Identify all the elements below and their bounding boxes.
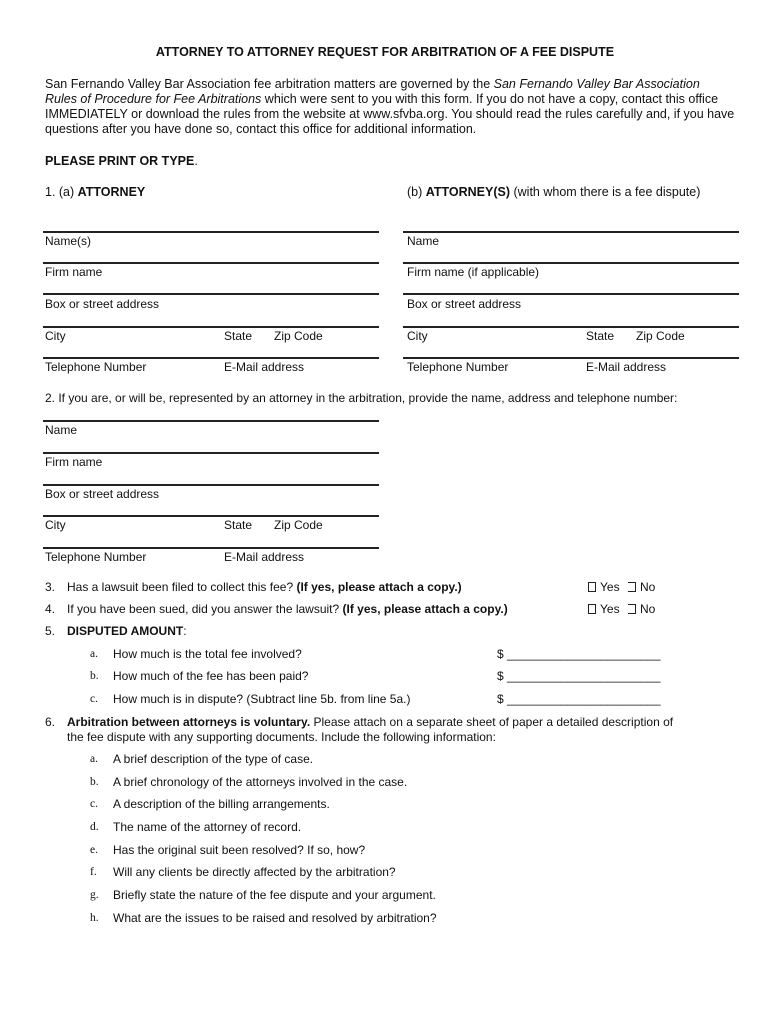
section5-item-c-text: How much is in dispute? (Subtract line 5b. from line 5a.) <box>113 692 411 706</box>
section6-item-c-text: A description of the billing arrangements. <box>113 797 330 811</box>
label-1a-name: Name(s) <box>45 234 92 248</box>
section3-no-label: No <box>640 580 656 594</box>
section5-item-a-amount-field[interactable]: $ _______________________ <box>497 647 661 661</box>
intro-paragraph <box>45 77 735 137</box>
section6-item-e-text: Has the original suit been resolved? If so, how? <box>113 843 366 857</box>
section6-item-a-letter: a. <box>90 753 98 765</box>
section6-item-b-letter: b. <box>90 776 99 788</box>
section6-item-d-text: The name of the attorney of record. <box>113 820 302 834</box>
form-title: ATTORNEY TO ATTORNEY REQUEST FOR ARBITRATION OF A FEE DISPUTE <box>155 45 615 59</box>
section5-item-a-letter: a. <box>90 648 98 660</box>
section6-item-f-text: Will any clients be directly affected by the arbitration? <box>113 865 396 879</box>
section3-attach-note: (If yes, please attach a copy.) <box>296 580 462 594</box>
section1b-prefix: (b) <box>407 185 426 199</box>
section4-no-label: No <box>640 602 656 616</box>
label-1b-phone: Telephone Number <box>407 360 509 374</box>
section4-text: If you have been sued, did you answer the lawsuit? <box>67 602 343 616</box>
field-line-2-city[interactable] <box>43 515 379 517</box>
section5-heading <box>67 624 187 638</box>
label-1a-address: Box or street address <box>45 297 160 311</box>
print-notice-period: . <box>194 154 198 168</box>
section6-item-h-text: What are the issues to be raised and resolved by arbitration? <box>113 911 437 925</box>
field-line-2-firm[interactable] <box>43 452 379 454</box>
field-line-1a-phone[interactable] <box>43 357 379 359</box>
section4-number: 4. <box>45 602 56 616</box>
section6-item-g-text: Briefly state the nature of the fee dispute and your argument. <box>113 888 436 902</box>
section5-item-c-amount-field[interactable]: $ _______________________ <box>497 692 661 706</box>
section6-line-2: the fee dispute with any supporting documents. Include the following information: <box>67 730 496 744</box>
print-notice <box>45 154 198 168</box>
section5-item-c-letter: c. <box>90 693 98 705</box>
label-1a-phone: Telephone Number <box>45 360 147 374</box>
section1a-title: ATTORNEY <box>77 185 146 199</box>
section3-yes-option[interactable] <box>588 580 620 594</box>
section4-yes-label: Yes <box>600 602 620 616</box>
section2-question: 2. If you are, or will be, represented by an attorney in the arbitration, provide the name, address and telephone number: <box>45 391 678 405</box>
field-line-2-name[interactable] <box>43 420 379 422</box>
field-line-1b-name[interactable] <box>403 231 739 233</box>
section5-number: 5. <box>45 624 56 638</box>
label-2-name: Name <box>45 423 78 437</box>
label-2-email: E-Mail address <box>224 550 305 564</box>
label-1b-name: Name <box>407 234 440 248</box>
section3-question <box>67 580 462 594</box>
section4-no-option[interactable] <box>628 602 655 616</box>
field-line-1a-firm[interactable] <box>43 262 379 264</box>
section3-number: 3. <box>45 580 56 594</box>
field-line-1a-city[interactable] <box>43 326 379 328</box>
section4-yes-checkbox[interactable] <box>588 604 596 614</box>
label-1a-firm: Firm name <box>45 265 103 279</box>
label-1b-zip: Zip Code <box>636 329 685 343</box>
intro-text-2: which were sent to you with this form. If you do not have a copy, contact this office IMMEDIATELY or download the rules from the website at www.sfvba.org. You should read the rules carefully and, if you have questions after you have done so, contact this office for additional information. <box>45 92 735 136</box>
section1b-suffix: (with whom there is a fee dispute) <box>510 185 701 199</box>
field-line-2-phone[interactable] <box>43 547 379 549</box>
section5-item-b-text: How much of the fee has been paid? <box>113 669 309 683</box>
field-line-1b-city[interactable] <box>403 326 739 328</box>
section4-attach-note: (If yes, please attach a copy.) <box>342 602 508 616</box>
field-line-2-address[interactable] <box>43 484 379 486</box>
section6-text-1: Please attach on a separate sheet of paper a detailed description of <box>310 715 674 729</box>
label-1a-email: E-Mail address <box>224 360 305 374</box>
section6-item-h-letter: h. <box>90 912 99 924</box>
section3-no-option[interactable] <box>628 580 655 594</box>
section5-item-a-text: How much is the total fee involved? <box>113 647 302 661</box>
label-1b-address: Box or street address <box>407 297 522 311</box>
section3-no-checkbox[interactable] <box>628 582 636 592</box>
label-2-address: Box or street address <box>45 487 160 501</box>
section6-item-d-letter: d. <box>90 821 99 833</box>
label-2-state: State <box>224 518 253 532</box>
field-line-1b-phone[interactable] <box>403 357 739 359</box>
section6-item-f-letter: f. <box>90 866 97 878</box>
field-line-1b-address[interactable] <box>403 293 739 295</box>
section6-item-g-letter: g. <box>90 889 99 901</box>
label-2-phone: Telephone Number <box>45 550 147 564</box>
section1b-title: ATTORNEY(S) <box>425 185 511 199</box>
section5-item-b-amount-field[interactable]: $ _______________________ <box>497 669 661 683</box>
label-2-zip: Zip Code <box>274 518 323 532</box>
field-line-1b-firm[interactable] <box>403 262 739 264</box>
section1b-heading <box>407 185 700 199</box>
label-1a-zip: Zip Code <box>274 329 323 343</box>
section6-item-e-letter: e. <box>90 844 98 856</box>
section6-line-1 <box>67 715 673 729</box>
section6-item-c-letter: c. <box>90 798 98 810</box>
label-2-city: City <box>45 518 66 532</box>
section4-yes-option[interactable] <box>588 602 620 616</box>
print-notice-label: PLEASE PRINT OR TYPE <box>45 154 195 168</box>
label-1a-state: State <box>224 329 253 343</box>
section5-title: DISPUTED AMOUNT <box>67 624 184 638</box>
section3-yes-checkbox[interactable] <box>588 582 596 592</box>
label-1b-email: E-Mail address <box>586 360 667 374</box>
section5-item-b-letter: b. <box>90 670 99 682</box>
section3-text: Has a lawsuit been filed to collect this fee? <box>67 580 297 594</box>
field-line-1a-address[interactable] <box>43 293 379 295</box>
section6-item-a-text: A brief description of the type of case. <box>113 752 314 766</box>
section1a-heading <box>45 185 145 199</box>
label-1b-firm: Firm name (if applicable) <box>407 265 540 279</box>
section4-no-checkbox[interactable] <box>628 604 636 614</box>
section3-yes-label: Yes <box>600 580 620 594</box>
section1a-prefix: 1. (a) <box>45 185 78 199</box>
section6-voluntary-note: Arbitration between attorneys is voluntary. <box>67 715 311 729</box>
section6-item-b-text: A brief chronology of the attorneys involved in the case. <box>113 775 408 789</box>
label-2-firm: Firm name <box>45 455 103 469</box>
label-1a-city: City <box>45 329 66 343</box>
section6-number: 6. <box>45 715 56 729</box>
section5-colon: : <box>183 624 187 638</box>
intro-text-1: San Fernando Valley Bar Association fee arbitration matters are governed by the <box>45 77 494 91</box>
label-1b-state: State <box>586 329 615 343</box>
field-line-1a-name[interactable] <box>43 231 379 233</box>
intro-rules-title: San Fernando Valley Bar Association Rules of Procedure for Fee Arbitrations <box>45 77 700 106</box>
section4-question <box>67 602 508 616</box>
label-1b-city: City <box>407 329 428 343</box>
